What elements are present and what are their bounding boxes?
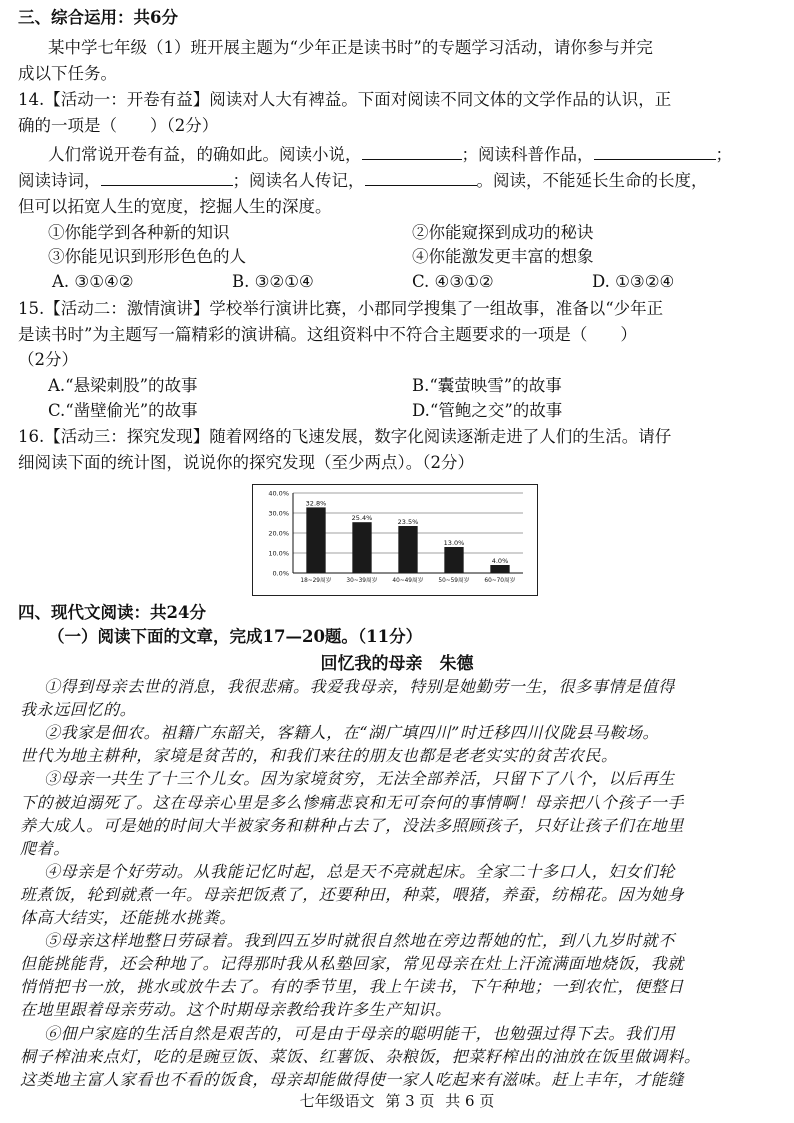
- data-label: 4.0%: [491, 557, 509, 565]
- article-line: ⑥佃户家庭的生活自然是艰苦的，可是由于母亲的聪明能干，也勉强过得下去。我们用: [44, 1023, 675, 1043]
- q15-option-d[interactable]: D.“管鲍之交”的故事: [412, 401, 563, 420]
- y-tick-label: 10.0%: [268, 549, 289, 558]
- y-tick-label: 20.0%: [268, 529, 289, 538]
- data-label: 13.0%: [443, 539, 465, 547]
- section3-heading: 三、综合运用：共6分: [18, 8, 178, 27]
- footer-subject: 七年级语文: [299, 1092, 375, 1110]
- bar: [490, 565, 509, 573]
- q14-paragraph-line2: [18, 169, 778, 193]
- q14-p2-text-c: 。阅读，不能延长生命的长度，: [476, 171, 708, 190]
- q14-option-c[interactable]: C. ④③①②: [412, 272, 494, 291]
- x-tick-label: 50~59周岁: [438, 578, 470, 584]
- article-title: 回忆我的母亲 朱德: [320, 654, 474, 674]
- bar-chart-svg: [253, 485, 537, 595]
- article-line: 在地里跟着母亲劳动。这个时期母亲教给我许多生产知识。: [20, 1000, 452, 1020]
- article-line: ⑤母亲这样地整日劳碌着。我到四五岁时就很自然地在旁边帮她的忙，到八九岁时就不: [44, 931, 675, 951]
- answer-blank-1[interactable]: [362, 143, 462, 160]
- q14-line1: 14.【活动一：开卷有益】阅读对人大有裨益。下面对阅读不同文体的文学作品的认识，正: [18, 90, 672, 109]
- x-tick-label: 40~49周岁: [392, 578, 424, 584]
- answer-blank-2[interactable]: [594, 143, 716, 160]
- answer-blank-3[interactable]: [101, 169, 233, 186]
- q14-option-b[interactable]: B. ③②①④: [232, 272, 314, 291]
- q14-option-d[interactable]: D. ①③②④: [592, 272, 675, 291]
- q14-p1-text-a: 人们常说开卷有益，的确如此。阅读小说，: [48, 145, 362, 164]
- q15-option-c[interactable]: C.“凿壁偷光”的故事: [48, 401, 198, 420]
- bar: [352, 522, 371, 573]
- article-line: 体高大结实，还能挑水挑粪。: [20, 908, 236, 927]
- q14-statement-1: ①你能学到各种新的知识: [48, 223, 230, 242]
- article-line: 养大成人。可是她的时间大半被家务和耕种占去了，没法多照顾孩子，只好让孩子们在地里: [20, 815, 685, 835]
- bar: [444, 547, 463, 573]
- q16-line2: 细阅读下面的统计图，说说你的探究发现（至少两点）。（2分）: [18, 453, 474, 472]
- article-line: 这类地主富人家看也不看的饭食，母亲却能做得使一家人吃起来有滋味。赶上丰年，才能缝: [20, 1069, 685, 1089]
- q14-p1-text-b: ；阅读科普作品，: [461, 145, 594, 164]
- q14-statement-2: ②你能窥探到成功的秘诀: [412, 223, 594, 242]
- y-tick-label: 0.0%: [272, 569, 289, 578]
- article-line: 桐子榨油来点灯，吃的是豌豆饭、菜饭、红薯饭、杂粮饭，把菜籽榨出的油放在饭里做调料。: [20, 1046, 701, 1066]
- x-tick-label: 60~70周岁: [484, 578, 516, 584]
- q14-p2-text-b: ；阅读名人传记，: [232, 171, 365, 190]
- article-line: 我永远回忆的。: [20, 700, 137, 720]
- article-line: 但能挑能背，还会种地了。记得那时我从私塾回家，常见母亲在灶上汗流满面地烧饭，我就: [20, 954, 685, 974]
- footer-page: 第 3 页: [385, 1092, 435, 1110]
- article-line: 世代为地主耕种，家境是贫苦的，和我们来往的朋友也都是老老实实的贫苦农民。: [20, 746, 618, 766]
- data-label: 32.8%: [305, 499, 327, 508]
- q16-line1: 16.【活动三：探究发现】随着网络的飞速发展，数字化阅读逐渐走进了人们的生活。请仔: [18, 427, 672, 446]
- article-line: 下的被迫溺死了。这在母亲心里是多么惨痛悲哀和无可奈何的事情啊！母亲把八个孩子一手: [20, 792, 685, 812]
- bar: [306, 507, 325, 573]
- q15-line2: 是读书时”为主题写一篇精彩的演讲稿。这组资料中不符合主题要求的一项是（ ）: [18, 325, 637, 344]
- article-line: ②我家是佃农。祖籍广东韶关，客籍人，在“湖广填四川”时迁移四川仪陇县马鞍场。: [44, 723, 660, 743]
- x-tick-label: 30~39周岁: [346, 578, 378, 584]
- y-tick-label: 30.0%: [268, 509, 289, 518]
- article-line: 班煮饭，轮到就煮一年。母亲把饭煮了，还要种田，种菜，喂猪，养蚕，纺棉花。因为她身: [20, 884, 685, 904]
- q15-option-b[interactable]: B.“囊萤映雪”的故事: [412, 376, 562, 395]
- section3-intro-line1: 某中学七年级（1）班开展主题为“少年正是读书时”的专题学习活动，请你参与并完: [48, 38, 653, 57]
- section3-intro-line2: 成以下任务。: [18, 64, 117, 83]
- q14-line2: 确的一项是（ ）（2分）: [18, 116, 219, 135]
- section4-subheading: （一）阅读下面的文章，完成17—20题。（11分）: [48, 627, 423, 646]
- age-bar-chart: [252, 484, 538, 596]
- q15-option-a[interactable]: A.“悬梁刺股”的故事: [48, 376, 198, 395]
- data-label: 25.4%: [351, 514, 373, 523]
- q14-paragraph-line1: [48, 143, 778, 167]
- footer-total: 共 6 页: [445, 1092, 495, 1110]
- q14-paragraph-line3: 但可以拓宽人生的宽度，挖掘人生的深度。: [18, 197, 332, 216]
- section4-heading: 四、现代文阅读：共24分: [18, 603, 206, 622]
- q15-line1: 15.【活动二：激情演讲】学校举行演讲比赛，小郡同学搜集了一组故事，准备以“少年正: [18, 299, 664, 318]
- article-line: 爬着。: [20, 838, 70, 858]
- article-line: ④母亲是个好劳动。从我能记忆时起，总是天不亮就起床。全家二十多口人，妇女们轮: [44, 861, 675, 881]
- article-line: 悄悄把书一放，挑水或放牛去了。有的季节里，我上午读书，下午种地；一到农忙，便整日: [20, 977, 685, 997]
- article-line: ③母亲一共生了十三个儿女。因为家境贫穷，无法全部养活，只留下了八个，以后再生: [44, 769, 675, 789]
- q15-line3: （2分）: [18, 350, 78, 369]
- q14-statement-4: ④你能激发更丰富的想象: [412, 247, 594, 266]
- answer-blank-4[interactable]: [365, 169, 477, 186]
- q14-p2-text-a: 阅读诗词，: [18, 171, 101, 190]
- q14-option-a[interactable]: A. ③①④②: [52, 272, 134, 291]
- x-tick-label: 18~29周岁: [300, 578, 332, 584]
- q14-p1-text-c: ；: [715, 145, 732, 164]
- data-label: 23.5%: [397, 518, 419, 526]
- page-footer: [0, 1090, 794, 1112]
- bar: [398, 526, 417, 573]
- q14-statement-3: ③你能见识到形形色色的人: [48, 247, 246, 266]
- y-tick-label: 40.0%: [268, 489, 289, 498]
- article-line: ①得到母亲去世的消息，我很悲痛。我爱我母亲，特别是她勤劳一生，很多事情是值得: [44, 677, 675, 696]
